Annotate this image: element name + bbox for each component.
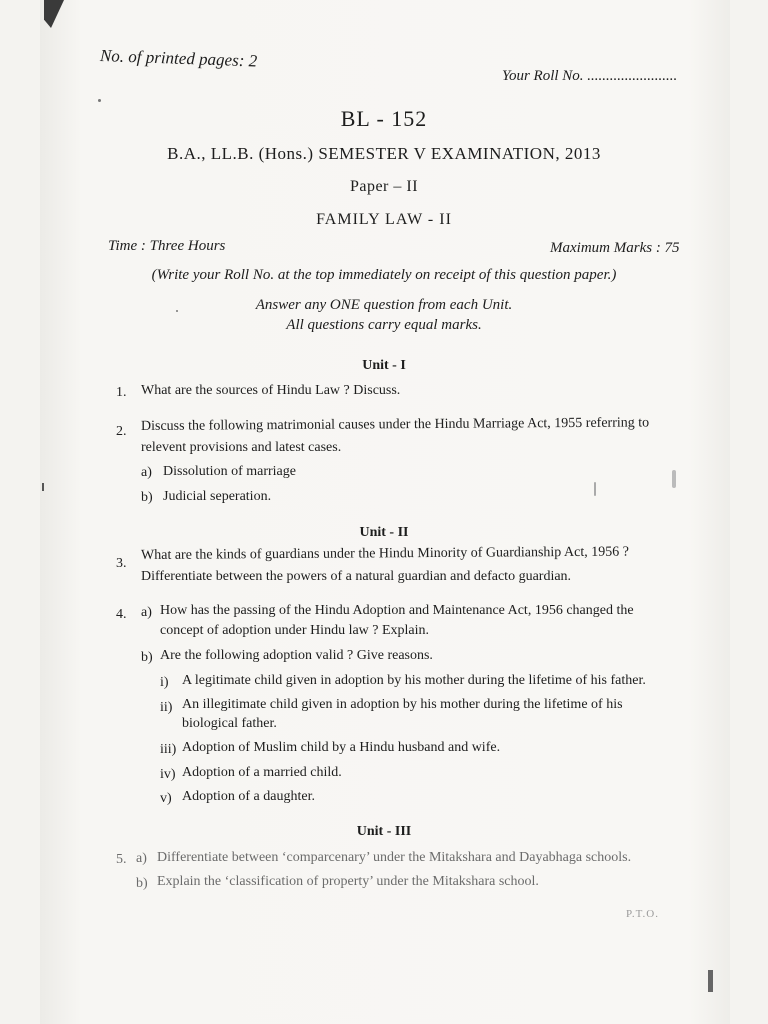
roll-note: (Write your Roll No. at the top immediately on receipt of this question paper.) [151, 267, 617, 283]
part-label: b) [136, 876, 148, 891]
subpart-label: iii) [160, 742, 177, 757]
scan-speck [594, 482, 596, 496]
scan-speck [176, 310, 178, 312]
part-label: a) [141, 605, 152, 620]
question-number: 5. [116, 852, 127, 867]
subpart-text: biological father. [182, 716, 277, 731]
part-text: Differentiate between ‘comparcenary’ under the Mitakshara and Dayabhaga schools. [157, 850, 632, 865]
scan-speck [672, 470, 676, 488]
maximum-marks: Maximum Marks : 75 [550, 240, 680, 256]
question-text: What are the sources of Hindu Law ? Discuss. [141, 383, 401, 398]
unit-heading: Unit - III [356, 824, 412, 839]
page-turn-note: P.T.O. [626, 908, 659, 920]
part-label: b) [141, 490, 153, 505]
scan-speck [708, 970, 713, 992]
subpart-text: An illegitimate child given in adoption by his mother during the lifetime of his [182, 697, 623, 712]
subpart-label: v) [160, 791, 172, 806]
subject-title: FAMILY LAW - II [316, 211, 452, 228]
part-text: concept of adoption under Hindu law ? Explain. [160, 623, 430, 638]
paper-number: Paper – II [349, 178, 419, 195]
question-number: 1. [116, 385, 127, 400]
question-number: 3. [116, 556, 127, 571]
question-text: What are the kinds of guardians under the Hindu Minority of Guardianship Act, 1956 ? [140, 544, 629, 563]
subpart-text: Adoption of a married child. [182, 765, 342, 780]
question-text: Discuss the following matrimonial causes under the Hindu Marriage Act, 1955 referring to [140, 415, 650, 434]
subpart-label: ii) [160, 700, 173, 715]
subpart-text: Adoption of Muslim child by a Hindu husband and wife. [182, 740, 501, 755]
subpart-label: iv) [160, 767, 176, 782]
scan-speck [42, 483, 44, 491]
scan-speck [98, 99, 101, 102]
part-text: Judicial seperation. [163, 489, 272, 504]
exam-duration: Time : Three Hours [108, 238, 226, 254]
part-label: b) [141, 650, 153, 665]
part-text: Dissolution of marriage [163, 464, 296, 479]
subpart-text: A legitimate child given in adoption by his mother during the lifetime of his father. [182, 673, 646, 688]
question-number: 4. [116, 607, 127, 622]
part-text: Explain the ‘classification of property’ under the Mitakshara school. [157, 874, 539, 889]
instruction-marks: All questions carry equal marks. [286, 317, 482, 333]
roll-number-field: Your Roll No. ........................ [502, 68, 678, 84]
subpart-text: Adoption of a daughter. [182, 789, 315, 804]
question-number: 2. [116, 424, 127, 439]
exam-title: B.A., LL.B. (Hons.) SEMESTER V EXAMINATION, 2013 [167, 144, 601, 163]
question-text: Differentiate between the powers of a natural guardian and defacto guardian. [141, 569, 572, 584]
unit-heading: Unit - II [359, 525, 409, 540]
question-text: relevent provisions and latest cases. [141, 440, 342, 455]
paper-code: BL - 152 [340, 106, 428, 131]
part-text: How has the passing of the Hindu Adoption and Maintenance Act, 1956 changed the [160, 603, 634, 618]
subpart-label: i) [160, 675, 169, 690]
instruction-answer: Answer any ONE question from each Unit. [255, 297, 513, 313]
part-text: Are the following adoption valid ? Give reasons. [160, 648, 433, 663]
printed-pages: No. of printed pages: 2 [99, 46, 258, 71]
part-label: a) [136, 851, 147, 866]
unit-heading: Unit - I [362, 358, 406, 373]
part-label: a) [141, 465, 152, 480]
